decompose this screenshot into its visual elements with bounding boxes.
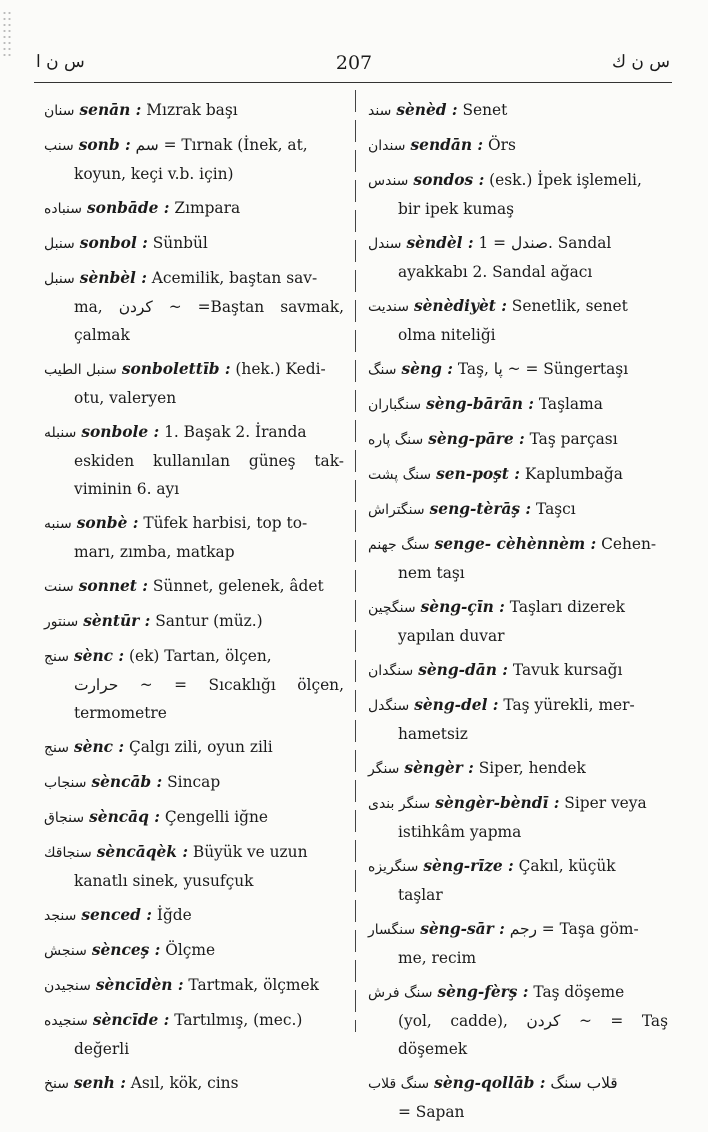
definition: Sünbül — [152, 234, 208, 252]
dictionary-entry — [368, 292, 668, 349]
dictionary-entry — [368, 495, 668, 524]
definition-continuation: = Sapan — [398, 1103, 465, 1121]
arabic-headword: سندس — [368, 173, 409, 189]
definition: Örs — [488, 136, 516, 154]
arabic-headword: سنجاقك — [44, 845, 92, 861]
definition-continuation: olma niteliği — [398, 326, 496, 344]
column-divider — [355, 90, 356, 1032]
definition: Sincap — [167, 773, 221, 791]
definition: Senetlik, senet — [511, 297, 628, 315]
arabic-headword: سنب — [44, 138, 74, 154]
transliteration: sèng : — [401, 360, 453, 378]
transliteration: sèng-qollāb : — [434, 1074, 546, 1092]
arabic-headword: سنجيده — [44, 1013, 88, 1029]
arabic-headword: سنگسار — [368, 922, 416, 938]
definition-continuation: eskiden kullanılan güneş tak-viminin 6. ayı — [74, 452, 344, 498]
dictionary-entry — [368, 355, 668, 384]
transliteration: senced : — [81, 906, 152, 924]
dictionary-entry — [44, 971, 344, 1000]
arabic-headword: سنگ پاره — [368, 432, 424, 448]
arabic-headword: سنباده — [44, 201, 83, 217]
arabic-headword: سنجاق — [44, 810, 85, 826]
definition: Tartmak, ölçmek — [188, 976, 319, 994]
definition: Tavuk kursağı — [512, 661, 623, 679]
arabic-headword: سنگريزه — [368, 859, 419, 875]
arabic-headword: سنبه — [44, 516, 72, 532]
definition-continuation: yapılan duvar — [398, 627, 505, 645]
transliteration: sènceş : — [91, 941, 161, 959]
arabic-headword: سندان — [368, 138, 406, 154]
arabic-headword: سنج — [44, 740, 69, 756]
definition: رجم = Taşa göm- — [509, 920, 639, 938]
arabic-headword: سندل — [368, 236, 402, 252]
transliteration: sènbèl : — [79, 269, 147, 287]
dictionary-entry — [44, 131, 344, 188]
definition-continuation: nem taşı — [398, 564, 465, 582]
transliteration: senān : — [79, 101, 142, 119]
definition: Taş döşeme — [533, 983, 625, 1001]
arabic-headword: سنبل الطيب — [44, 362, 117, 378]
dictionary-entry — [44, 264, 344, 349]
transliteration: sèng-dān : — [418, 661, 508, 679]
definition-continuation: حرارت ~ = Sıcaklığı ölçen, termometre — [74, 676, 344, 722]
header-rule — [34, 82, 672, 83]
dictionary-entry — [44, 936, 344, 965]
arabic-headword: سنجاب — [44, 775, 87, 791]
arabic-headword: سنگر — [368, 761, 400, 777]
definition: Acemilik, baştan sav- — [151, 269, 318, 287]
arabic-headword: سنتور — [44, 614, 79, 630]
dictionary-entry — [368, 425, 668, 454]
arabic-headword: سنگباران — [368, 397, 422, 413]
definition: Taş parçası — [529, 430, 618, 448]
page-number: 207 — [335, 52, 373, 74]
transliteration: sonbolettīb : — [121, 360, 231, 378]
dictionary-entry — [44, 509, 344, 566]
dictionary-entry — [368, 530, 668, 587]
dictionary-entry — [44, 1006, 344, 1063]
transliteration: seng-tèrāş : — [429, 500, 532, 518]
transliteration: sèngèr : — [404, 759, 474, 777]
definition: Senet — [462, 101, 508, 119]
transliteration: sèndèl : — [406, 234, 474, 252]
arabic-headword: سنگدان — [368, 663, 414, 679]
definition-continuation: me, recim — [398, 949, 477, 967]
definition: Çalgı zili, oyun zili — [128, 738, 273, 756]
definition: Mızrak başı — [146, 101, 238, 119]
definition-continuation: bir ipek kumaş — [398, 200, 515, 218]
dictionary-entry — [368, 166, 668, 223]
transliteration: sènc : — [74, 647, 125, 665]
definition: Siper, hendek — [478, 759, 586, 777]
transliteration: sènc : — [74, 738, 125, 756]
definition-continuation: koyun, keçi v.b. için) — [74, 165, 234, 183]
dictionary-entry — [44, 355, 344, 412]
definition: Zımpara — [174, 199, 241, 217]
dictionary-entry — [368, 593, 668, 650]
definition-continuation: ma, کردن ~ =Baştan savmak, çalmak — [74, 298, 344, 344]
definition: Tüfek harbisi, top to- — [143, 514, 308, 532]
dictionary-entry — [368, 96, 668, 125]
dictionary-entry — [44, 418, 344, 503]
transliteration: sonbāde : — [87, 199, 170, 217]
transliteration: sèng-sār : — [420, 920, 505, 938]
arabic-headword: سنجيدن — [44, 978, 91, 994]
transliteration: sèngèr-bèndī : — [435, 794, 560, 812]
transliteration: sèncāqèk : — [96, 843, 188, 861]
right-column — [368, 96, 668, 1132]
definition: Taş yürekli, mer- — [503, 696, 635, 714]
dictionary-entry — [44, 96, 344, 125]
transliteration: sondos : — [413, 171, 485, 189]
definition: Taşcı — [536, 500, 576, 518]
arabic-headword: سنگ پشت — [368, 467, 432, 483]
definition: سم = Tırnak (İnek, at, — [135, 136, 308, 154]
arabic-headword: سنگ جهنم — [368, 537, 430, 553]
dictionary-entry — [44, 572, 344, 601]
definition-continuation: ayakkabı 2. Sandal ağacı — [398, 263, 593, 281]
dictionary-entry — [44, 607, 344, 636]
arabic-headword: سنبل — [44, 271, 75, 287]
dictionary-entry — [44, 838, 344, 895]
transliteration: sèncīde : — [92, 1011, 170, 1029]
definition: İğde — [156, 906, 192, 924]
transliteration: sènèdiyèt : — [413, 297, 507, 315]
dictionary-entry — [368, 789, 668, 846]
transliteration: sèng-del : — [414, 696, 499, 714]
dictionary-entry — [44, 768, 344, 797]
transliteration: sèng-pāre : — [428, 430, 525, 448]
definition: قلاب سنگ — [550, 1074, 618, 1092]
definition-continuation: değerli — [74, 1040, 130, 1058]
arabic-headword: سنگ فرش — [368, 985, 433, 1001]
header-letters-right: س ن ك — [611, 52, 670, 72]
transliteration: sèng-bārān : — [426, 395, 534, 413]
arabic-headword: سنان — [44, 103, 75, 119]
transliteration: senge- cèhènnèm : — [434, 535, 597, 553]
definition: Çakıl, küçük — [518, 857, 616, 875]
dictionary-entry — [44, 803, 344, 832]
definition-continuation: taşlar — [398, 886, 443, 904]
arabic-headword: سنت — [44, 579, 74, 595]
transliteration: sèncīdèn : — [95, 976, 184, 994]
arabic-headword: سند — [368, 103, 392, 119]
arabic-headword: سنگر بندى — [368, 796, 431, 812]
arabic-headword: سنج — [44, 649, 69, 665]
definition: Büyük ve uzun — [192, 843, 308, 861]
arabic-headword: سنگ قلاب — [368, 1076, 430, 1092]
arabic-headword: سنگتراش — [368, 502, 425, 518]
definition: Cehen- — [601, 535, 657, 553]
arabic-headword: سنجد — [44, 908, 77, 924]
definition: (ek) Tartan, ölçen, — [128, 647, 272, 665]
definition: (esk.) İpek işlemeli, — [489, 171, 642, 189]
dictionary-entry — [44, 229, 344, 258]
definition: Taşları dizerek — [509, 598, 625, 616]
definition: Taşlama — [538, 395, 603, 413]
definition: (hek.) Kedi- — [235, 360, 326, 378]
definition: Santur (müz.) — [155, 612, 263, 630]
transliteration: sènèd : — [396, 101, 458, 119]
definition-continuation: kanatlı sinek, yusufçuk — [74, 872, 254, 890]
definition-continuation: istihkâm yapma — [398, 823, 522, 841]
dictionary-entry — [368, 691, 668, 748]
transliteration: sendān : — [410, 136, 484, 154]
definition: Siper veya — [564, 794, 647, 812]
arabic-headword: سنخ — [44, 1076, 69, 1092]
definition: 1. Başak 2. İranda — [164, 423, 307, 441]
definition: Sünnet, gelenek, âdet — [152, 577, 324, 595]
transliteration: sèng-rīze : — [423, 857, 514, 875]
definition: صندل = 1. Sandal — [478, 234, 612, 252]
transliteration: sonbol : — [79, 234, 148, 252]
definition-continuation: (yol, cadde), كردن ~ = Taş döşemek — [398, 1012, 668, 1058]
definition-continuation: marı, zımba, matkap — [74, 543, 235, 561]
dictionary-entry — [368, 915, 668, 972]
dictionary-entry — [368, 229, 668, 286]
transliteration: sonnet : — [78, 577, 148, 595]
definition: Ölçme — [165, 941, 216, 959]
transliteration: senh : — [74, 1074, 126, 1092]
transliteration: sèng-fèrş : — [437, 983, 529, 1001]
definition-continuation: hametsiz — [398, 725, 468, 743]
header-letters-left: س ن ا — [36, 52, 85, 72]
dictionary-entry — [368, 1069, 668, 1126]
transliteration: sen-poşt : — [436, 465, 520, 483]
dictionary-entry — [44, 733, 344, 762]
definition: Tartılmış, (mec.) — [174, 1011, 303, 1029]
left-column — [44, 96, 344, 1104]
dictionary-entry — [368, 390, 668, 419]
arabic-headword: سنديت — [368, 299, 409, 315]
arabic-headword: سنبله — [44, 425, 77, 441]
dictionary-entry — [368, 852, 668, 909]
dictionary-entry — [44, 901, 344, 930]
transliteration: sonbè : — [76, 514, 139, 532]
transliteration: sonbole : — [81, 423, 160, 441]
definition: Taş, پا ~ = Süngertaşı — [457, 360, 629, 378]
arabic-headword: سنگدل — [368, 698, 410, 714]
transliteration: sèntūr : — [83, 612, 151, 630]
transliteration: sèng-çīn : — [420, 598, 505, 616]
definition: Asıl, kök, cins — [130, 1074, 239, 1092]
definition-continuation: otu, valeryen — [74, 389, 177, 407]
arabic-headword: سنگ — [368, 362, 397, 378]
arabic-headword: سنجش — [44, 943, 87, 959]
dictionary-entry — [44, 194, 344, 223]
arabic-headword: سنبل — [44, 236, 75, 252]
transliteration: sèncāq : — [89, 808, 160, 826]
dictionary-entry — [368, 978, 668, 1063]
dictionary-entry — [44, 1069, 344, 1098]
dictionary-entry — [368, 460, 668, 489]
definition: Çengelli iğne — [164, 808, 269, 826]
dictionary-entry — [44, 642, 344, 727]
dictionary-entry — [368, 656, 668, 685]
arabic-headword: سنگچين — [368, 600, 416, 616]
dictionary-entry — [368, 754, 668, 783]
transliteration: sonb : — [78, 136, 131, 154]
dictionary-entry — [368, 131, 668, 160]
transliteration: sèncāb : — [91, 773, 163, 791]
definition: Kaplumbağa — [524, 465, 623, 483]
